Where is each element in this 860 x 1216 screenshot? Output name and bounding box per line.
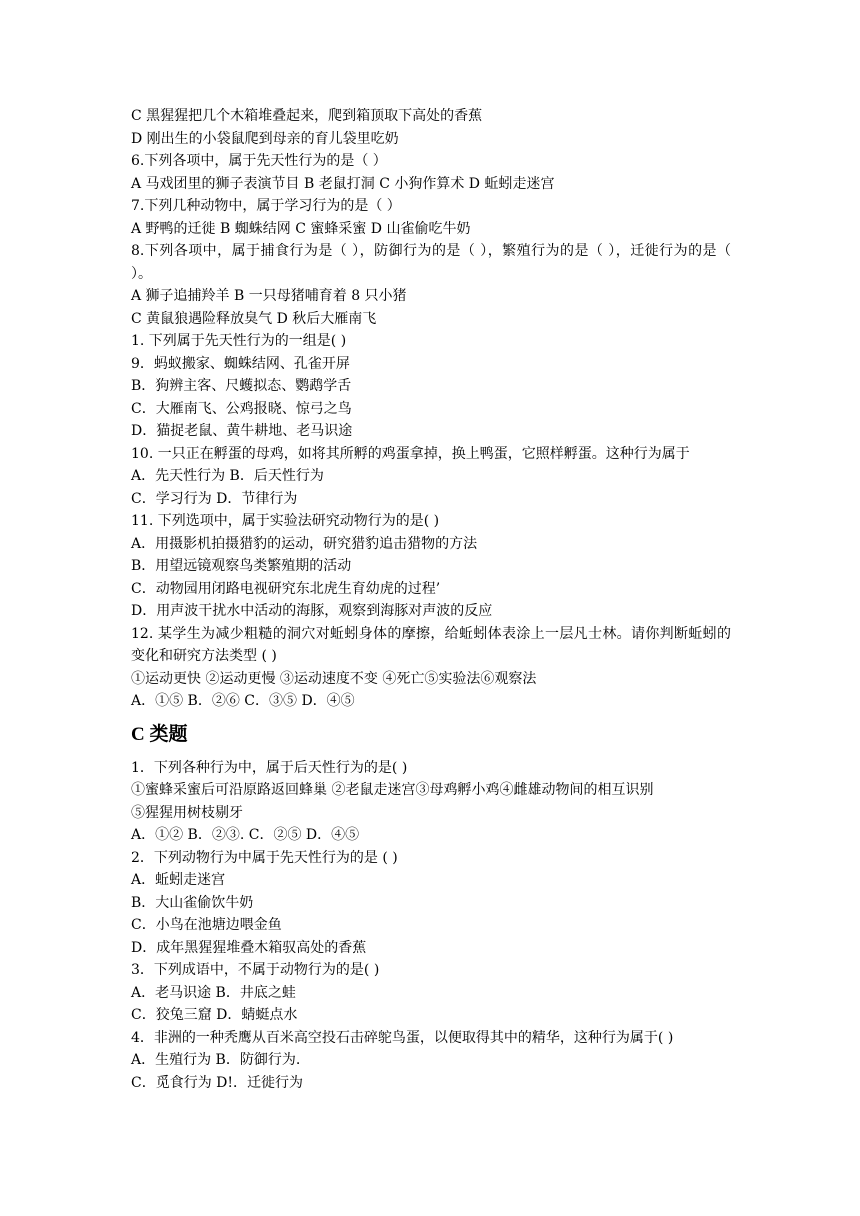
question-10-options: C．学习行为 D．节律行为 bbox=[131, 490, 298, 507]
question-c1-choices: ⑤猩猩用树枝剔牙 bbox=[131, 804, 243, 821]
question-c1-options: A．①② B．②③. C．②⑤ D．④⑤ bbox=[131, 827, 360, 843]
section-b-questions bbox=[131, 105, 731, 713]
question-1-option: B．狗辨主客、尺蠖拟态、鹦鹉学舌 bbox=[131, 378, 352, 394]
question-c4-options: A．生殖行为 B．防御行为. bbox=[131, 1052, 301, 1068]
question-c1-choices: ①蜜蜂采蜜后可沿原路返回蜂巢 ②老鼠走迷宫③母鸡孵小鸡④雌雄动物间的相互识别 bbox=[131, 782, 654, 798]
question-c2-option: C．小鸟在池塘边喂金鱼 bbox=[131, 917, 282, 933]
question-c4-options: C．觅食行为 D!．迁徙行为 bbox=[131, 1074, 304, 1091]
question-c2: 2．下列动物行为中属于先天性行为的是 ( ) bbox=[131, 849, 398, 866]
question-c3-options: C．狡兔三窟 D．蜻蜓点水 bbox=[131, 1007, 298, 1023]
question-c1: 1．下列各种行为中，属于后天性行为的是( ) bbox=[131, 759, 408, 776]
question-11: 11. 下列选项中，属于实验法研究动物行为的是( ) bbox=[131, 513, 440, 529]
text-line: C 黑猩猩把几个木箱堆叠起来，爬到箱顶取下高处的香蕉 bbox=[131, 108, 483, 124]
question-12: 12. 某学生为减少粗糙的洞穴对蚯蚓身体的摩擦，给蚯蚓体表涂上一层凡士林。请你判断蚯蚓的变化和研究方法类型 ( ) bbox=[131, 625, 731, 664]
question-8: 8.下列各项中，属于捕食行为是（ ），防御行为的是（ ），繁殖行为的是（ ），迁徙行为的是（ ）。 bbox=[131, 243, 731, 282]
question-10-options: A．先天性行为 B．后天性行为 bbox=[131, 468, 324, 484]
document-page bbox=[131, 105, 731, 1094]
question-c3-options: A．老马识途 B．井底之蛙 bbox=[131, 984, 296, 1001]
question-1-option: D．猫捉老鼠、黄牛耕地、老马识途 bbox=[131, 423, 353, 439]
question-6: 6.下列各项中，属于先天性行为的是（ ） bbox=[131, 153, 387, 169]
question-c2-option: D．成年黑猩猩堆叠木箱驭高处的香蕉 bbox=[131, 939, 367, 956]
question-11-option: B．用望远镜观察鸟类繁殖期的活动 bbox=[131, 558, 352, 574]
section-c-questions bbox=[131, 757, 731, 1095]
section-c-heading: C 类题 bbox=[131, 723, 188, 745]
question-10: 10. 一只正在孵蛋的母鸡，如将其所孵的鸡蛋拿掉，换上鸭蛋，它照样孵蛋。这种行为属于 bbox=[131, 445, 690, 462]
question-8-options: C 黄鼠狼遇险释放臭气 D 秋后大雁南飞 bbox=[131, 310, 377, 327]
question-11-option: A．用摄影机拍摄猎豹的运动，研究猎豹追击猎物的方法 bbox=[131, 535, 478, 552]
question-12-choices: ①运动更快 ②运动更慢 ③运动速度不变 ④死亡⑤实验法⑥观察法 bbox=[131, 670, 537, 687]
question-1-option: 9．蚂蚁搬家、蜘蛛结网、孔雀开屏 bbox=[131, 355, 350, 372]
question-11-option: D．用声波干扰水中活动的海豚，观察到海豚对声波的反应 bbox=[131, 603, 493, 619]
question-7: 7.下列几种动物中，属于学习行为的是（ ） bbox=[131, 198, 401, 214]
question-8-options: A 狮子追捕羚羊 B 一只母猪哺育着 8 只小猪 bbox=[131, 288, 407, 304]
question-7-options: A 野鸭的迁徙 B 蜘蛛结网 C 蜜蜂采蜜 D 山雀偷吃牛奶 bbox=[131, 220, 471, 237]
text-line: D 刚出生的小袋鼠爬到母亲的育儿袋里吃奶 bbox=[131, 130, 399, 147]
question-12-options: A．①⑤ B．②⑥ C．③⑤ D．④⑤ bbox=[131, 693, 355, 709]
question-c2-option: B．大山雀偷饮牛奶 bbox=[131, 894, 254, 911]
question-1: 1. 下列属于先天性行为的一组是( ) bbox=[131, 333, 347, 349]
question-c2-option: A．蚯蚓走迷宫 bbox=[131, 872, 226, 888]
question-1-option: C．大雁南飞、公鸡报晓、惊弓之鸟 bbox=[131, 400, 352, 417]
question-11-option: C．动物园用闭路电视研究东北虎生育幼虎的过程’ bbox=[131, 580, 441, 597]
question-c4: 4．非洲的一种秃鹰从百米高空投石击碎鸵鸟蛋，以便取得其中的精华，这种行为属于( ) bbox=[131, 1029, 674, 1046]
question-c3: 3．下列成语中，不属于动物行为的是( ) bbox=[131, 962, 380, 978]
question-6-options: A 马戏团里的狮子表演节目 B 老鼠打洞 C 小狗作算术 D 蚯蚓走迷宫 bbox=[131, 175, 555, 192]
